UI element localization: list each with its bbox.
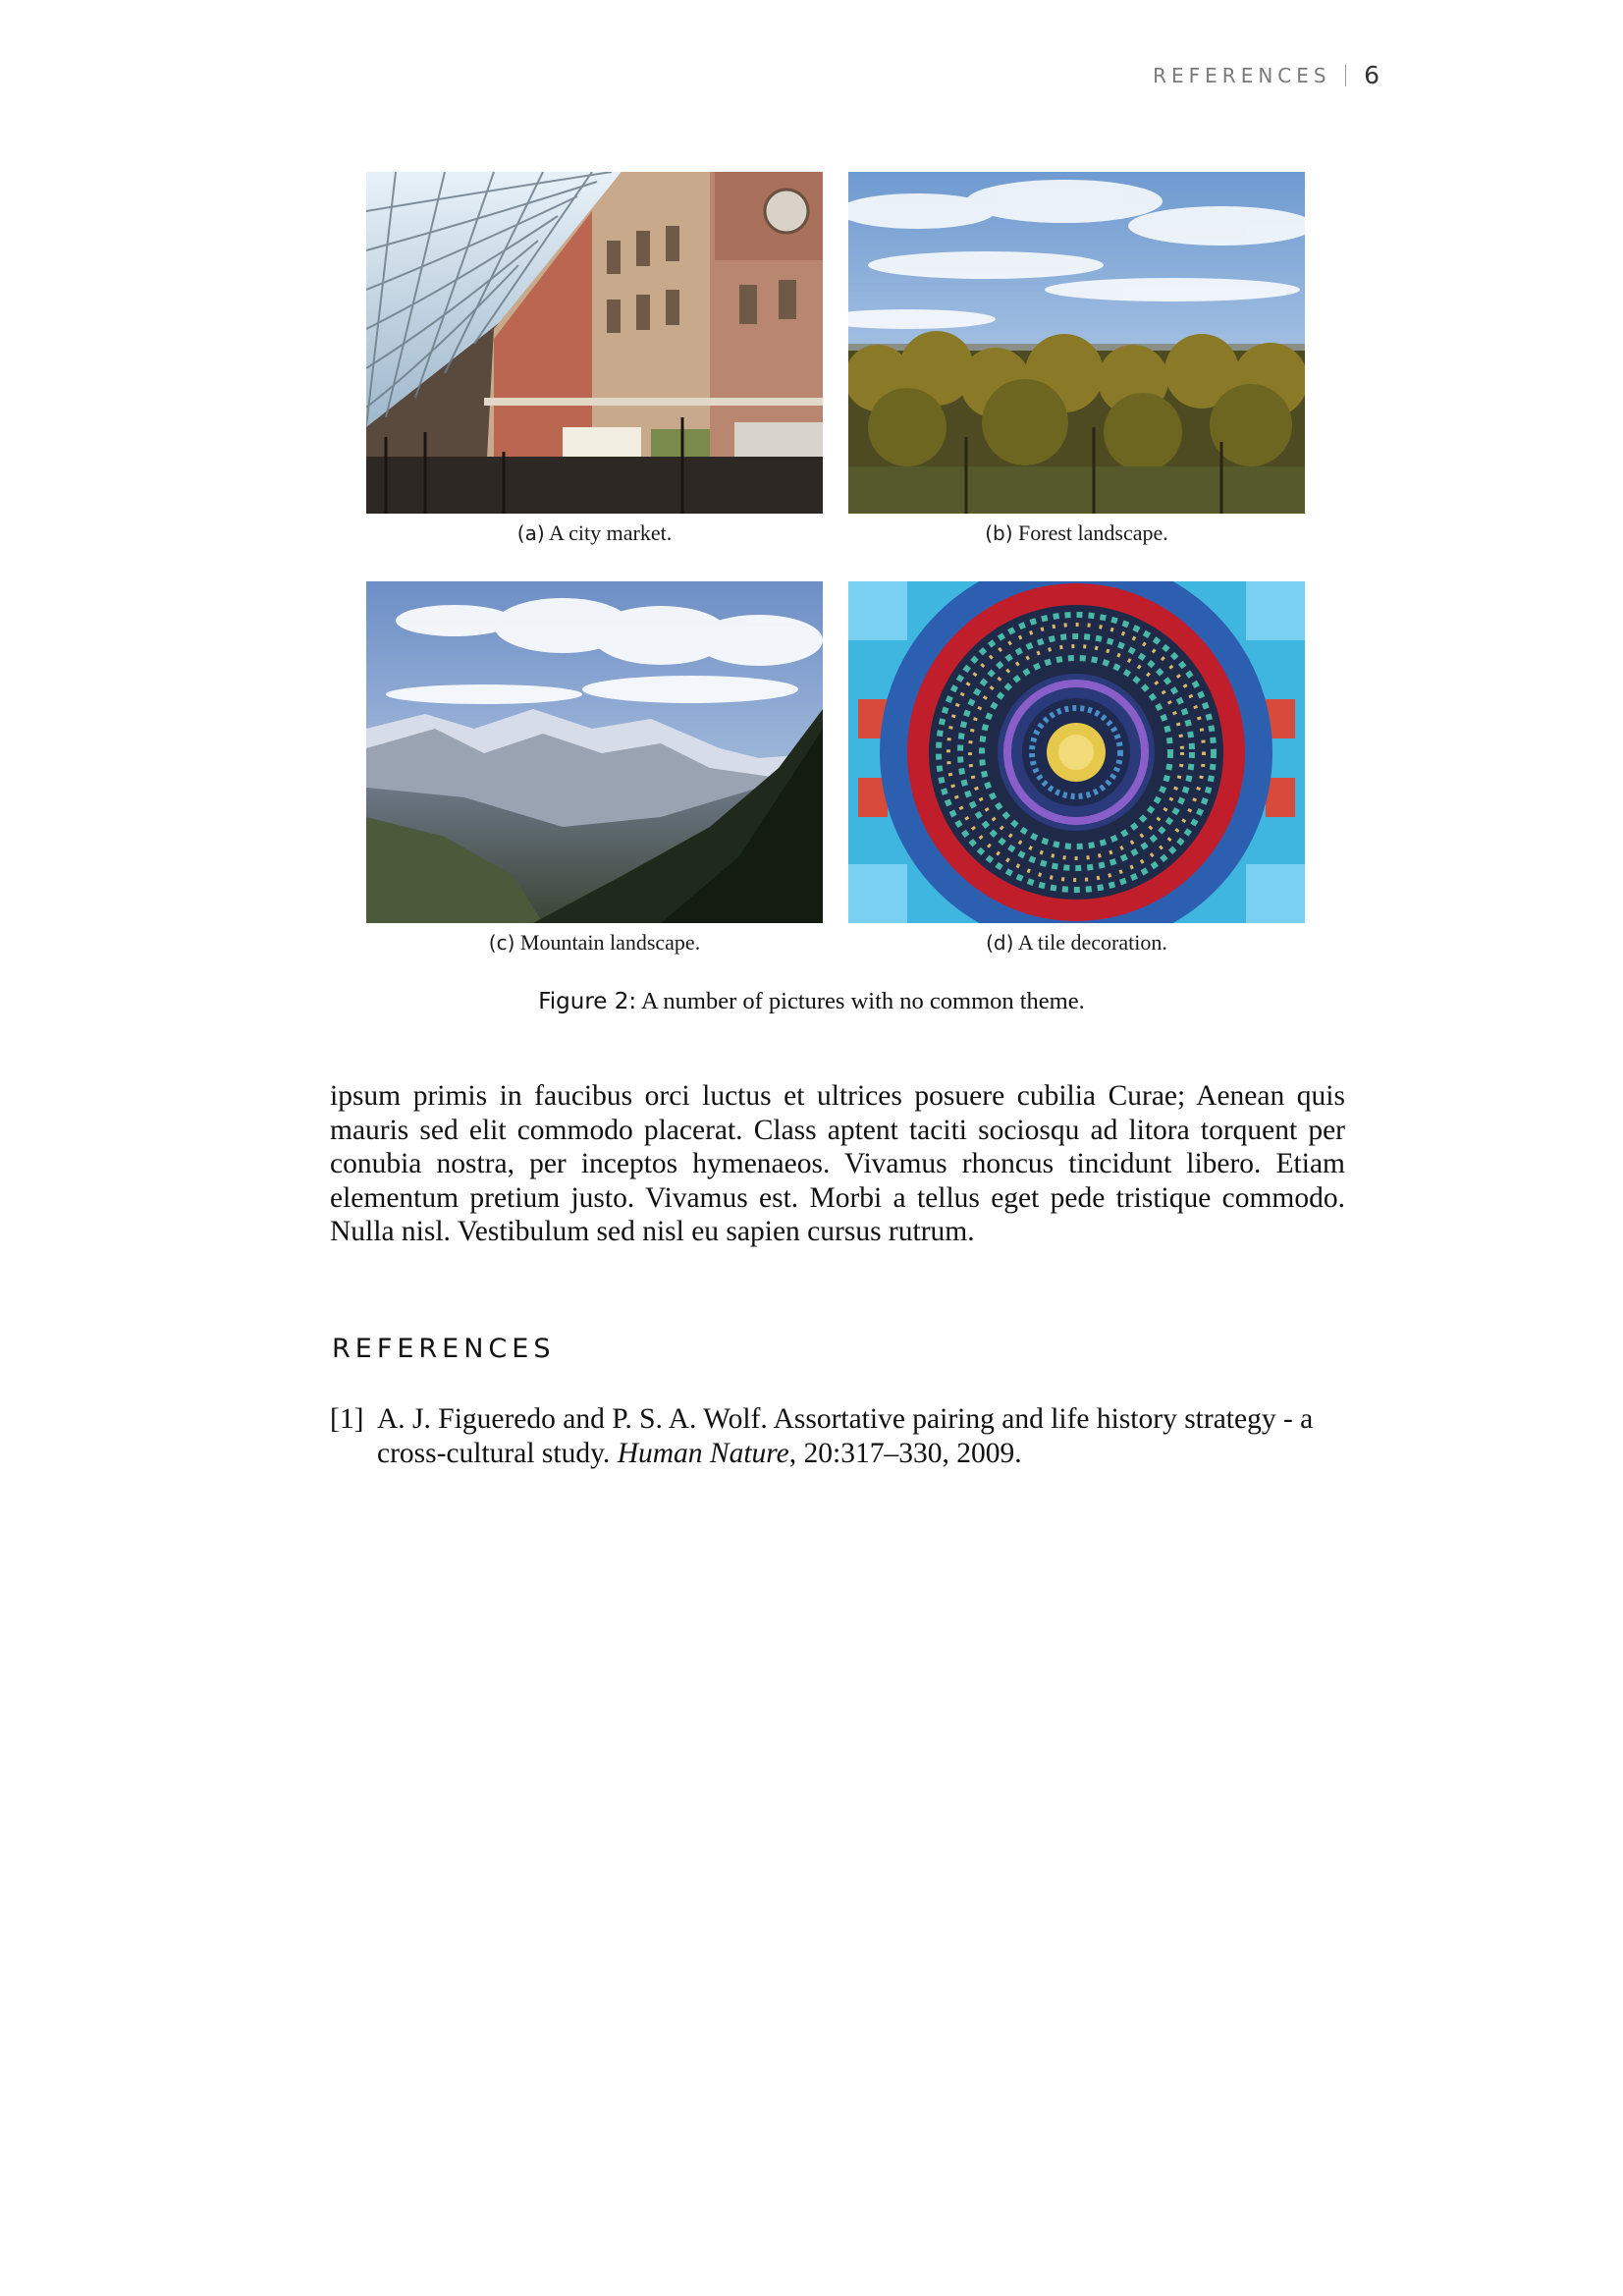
subfigure-text-c: Mountain landscape. (519, 930, 701, 955)
figure-caption-label: Figure 2: (538, 989, 637, 1014)
figure-caption-text: A number of pictures with no common theme. (640, 988, 1085, 1014)
running-head-separator (1345, 65, 1347, 86)
running-head (1153, 61, 1380, 89)
subfigure-label-a: (a) (516, 521, 545, 545)
subfigure-text-a: A city market. (548, 520, 673, 545)
subfigure-text-d: A tile decoration. (1017, 930, 1167, 955)
subfigure-text-b: Forest landscape. (1018, 520, 1168, 545)
subfigure-label-d: (d) (986, 931, 1014, 955)
subfigure-label-b: (b) (985, 521, 1013, 545)
body-paragraph: ipsum primis in faucibus orci luctus et ultrices posuere cubilia Curae; Aenean quis mauris sed elit commodo placerat. Class aptent taciti sociosqu ad litora torquent per conubia nostra, per inceptos hymenaeos. Vivamus rhoncus tincidunt libero. Etiam elementum pretium justo. Vivamus est. Morbi a tellus eget pede tristique commodo. Nulla nisl. Vestibulum sed nisl eu sapien cursus rutrum. (330, 1080, 1345, 1247)
subfigure-caption-c (366, 930, 823, 956)
subfigure-label-c: (c) (488, 931, 515, 955)
photo-forest-landscape (848, 172, 1305, 514)
references-heading: REFERENCES (332, 1334, 556, 1364)
reference-number: [1] (330, 1403, 364, 1435)
subfigure-caption-b (848, 520, 1305, 546)
subfigure-caption-a (366, 520, 823, 546)
subfigure-caption-d (848, 930, 1305, 956)
reference-entry (330, 1402, 1351, 1470)
reference-details: , 20:317–330, 2009. (788, 1437, 1022, 1469)
reference-authors-title: A. J. Figueredo and P. S. A. Wolf. Assortative pairing and life history strategy - a cross-cultural study. (377, 1403, 1314, 1469)
running-head-section: REFERENCES (1153, 63, 1331, 87)
reference-journal: Human Nature (617, 1437, 789, 1469)
photo-mountain-landscape (366, 581, 823, 923)
photo-tile-decoration (848, 581, 1305, 923)
figure-caption (0, 988, 1623, 1015)
photo-city-market (366, 172, 823, 514)
page-number: 6 (1364, 61, 1380, 89)
